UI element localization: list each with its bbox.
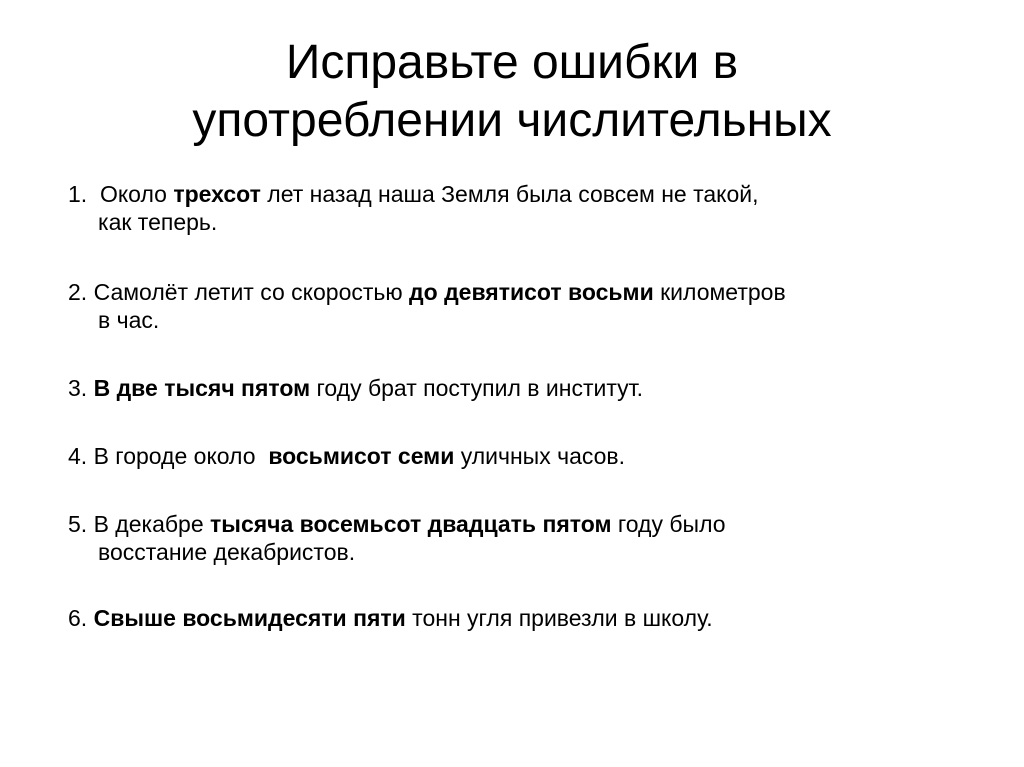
item-number: 6. [68, 605, 88, 631]
item-number: 2. [68, 279, 88, 305]
item-continuation: в час. [98, 307, 160, 333]
item-error-phrase: восьмисот семи [268, 443, 455, 469]
item-continuation: как теперь. [98, 209, 218, 235]
exercise-item-5 [68, 510, 968, 566]
exercise-item-1-line [68, 180, 968, 208]
exercise-item-1 [68, 180, 968, 236]
item-text: лет назад наша Земля была совсем не такой, [260, 181, 759, 207]
item-number: 4. [68, 443, 88, 469]
item-text: километров [653, 279, 786, 305]
item-text: Около [87, 181, 174, 207]
slide-title-line-1: Исправьте ошибки в [285, 36, 739, 89]
item-error-phrase: тысяча восемьсот двадцать пятом [210, 511, 612, 537]
exercise-item-4 [68, 442, 968, 470]
exercise-item-2-line [68, 278, 968, 306]
item-text: В декабре [87, 511, 211, 537]
item-text: году брат поступил в институт. [310, 375, 643, 401]
item-number: 3. [68, 375, 88, 401]
exercise-item-3-line [68, 374, 968, 402]
item-number: 5. [68, 511, 88, 537]
item-number: 1. [68, 181, 88, 207]
exercise-item-6-line [68, 604, 968, 632]
item-text: году было [611, 511, 726, 537]
slide-title-line-2: употреблении числительных [192, 94, 832, 147]
item-error-phrase: В две тысяч пятом [93, 375, 311, 401]
exercise-item-3 [68, 374, 968, 402]
exercise-item-2 [68, 278, 968, 334]
slide-title [60, 34, 964, 150]
item-text: уличных часов. [454, 443, 626, 469]
exercise-item-6 [68, 604, 968, 632]
item-error-phrase: до девятисот восьми [409, 279, 654, 305]
item-text: В городе около [87, 443, 269, 469]
item-text: тонн угля привезли в школу. [405, 605, 713, 631]
exercise-item-4-line [68, 442, 968, 470]
exercise-item-5-line [68, 510, 968, 538]
item-text: Самолёт летит со скоростью [87, 279, 410, 305]
item-continuation: восстание декабристов. [98, 539, 356, 565]
item-error-phrase: Свыше восьмидесяти пяти [93, 605, 406, 631]
item-error-phrase: трехсот [173, 181, 261, 207]
